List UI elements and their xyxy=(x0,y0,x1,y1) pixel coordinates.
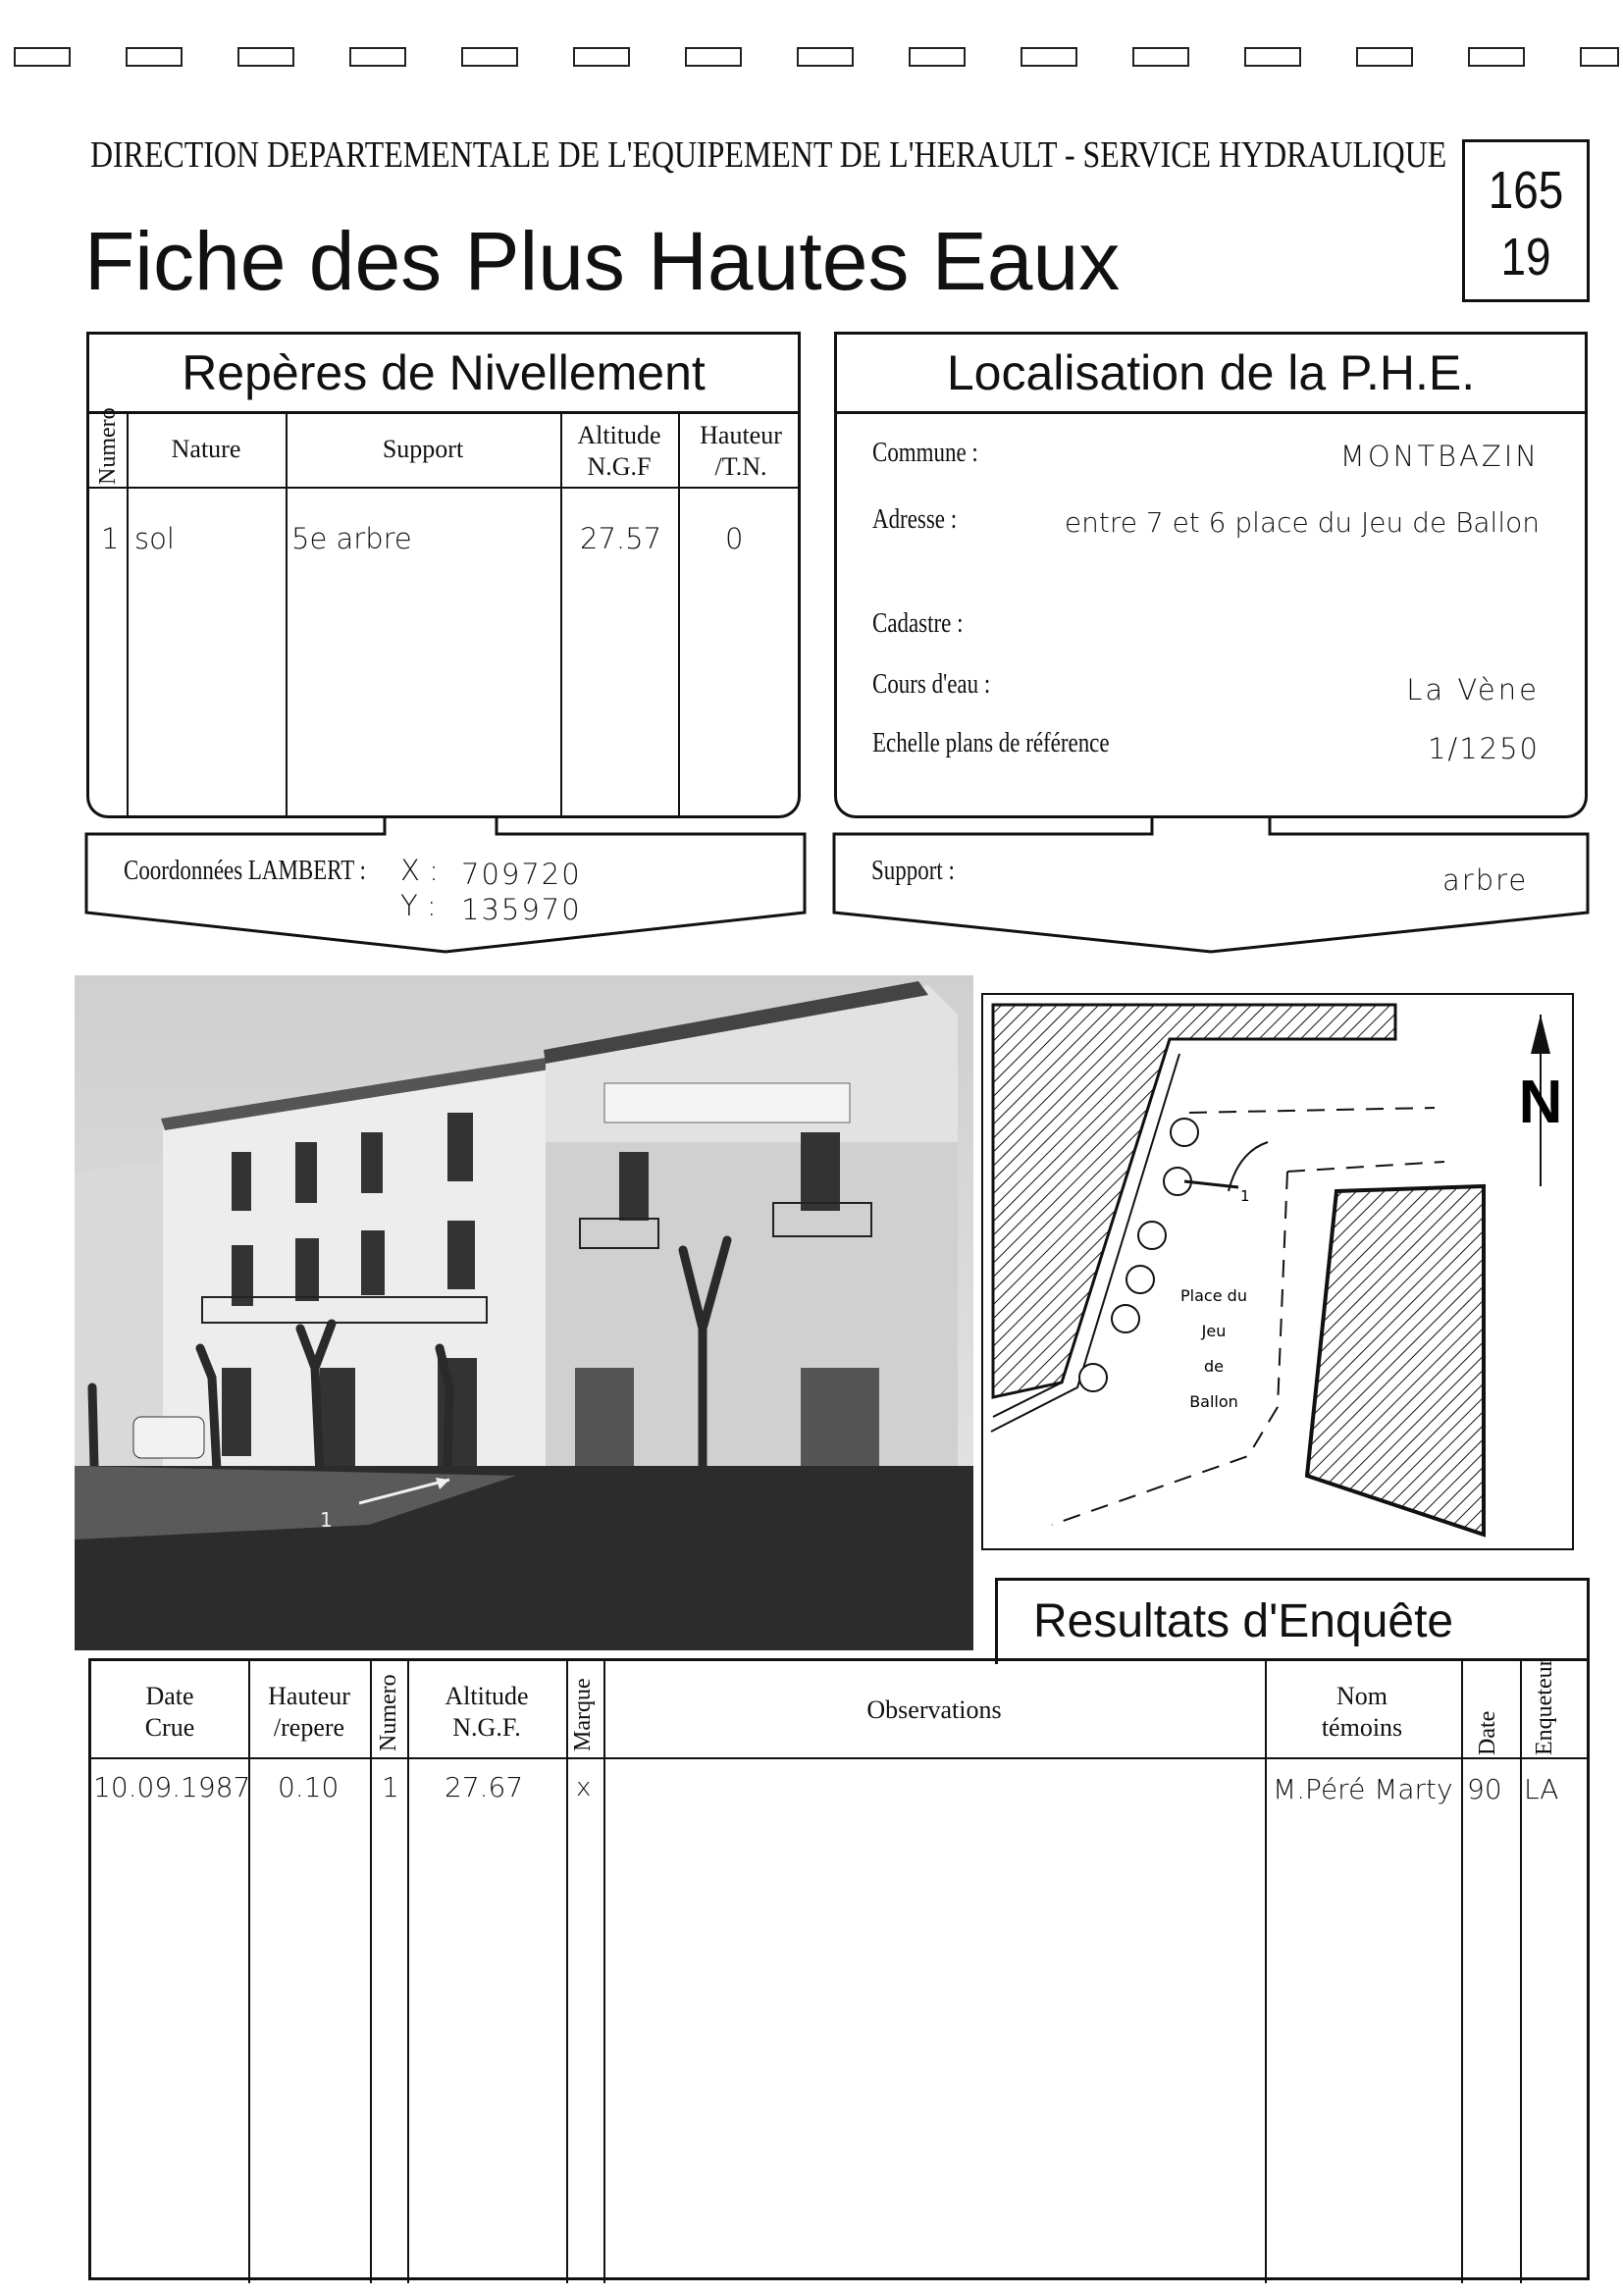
row-support: 5e arbre xyxy=(291,522,412,555)
localisation-title-box xyxy=(834,332,1588,414)
row-altitude: 27.67 xyxy=(445,1771,524,1803)
row-altitude: 27.57 xyxy=(580,522,662,555)
col-header-nom-temoins: Nom témoins xyxy=(1321,1682,1403,1742)
cadastre-label: Cadastre : xyxy=(872,608,964,639)
binder-hole xyxy=(797,47,854,67)
row-date: 90 xyxy=(1467,1773,1502,1805)
echelle-value: 1/1250 xyxy=(1427,732,1540,765)
col-header-marque: Marque xyxy=(570,1678,596,1751)
echelle-label: Echelle plans de référence xyxy=(872,728,1110,758)
binder-hole xyxy=(573,47,630,67)
x-value: 709720 xyxy=(461,858,582,891)
localisation-panel xyxy=(834,412,1588,818)
reference-number-bottom: 19 xyxy=(1500,228,1551,287)
cours-eau-label: Cours d'eau : xyxy=(872,669,991,700)
support-label: Support : xyxy=(871,856,955,886)
col-header-date-crue: Date Crue xyxy=(144,1682,195,1742)
reperes-title: Repères de Nivellement xyxy=(182,345,706,400)
photo-marker-number: 1 xyxy=(320,1508,333,1532)
reference-box xyxy=(1462,139,1590,302)
department-header: DIRECTION DEPARTEMENTALE DE L'EQUIPEMENT DE L'HERAULT - SERVICE HYDRAULIQUE xyxy=(90,134,1447,176)
binder-hole xyxy=(349,47,406,67)
col-header-numero: Numero xyxy=(376,1674,401,1751)
col-header-date: Date xyxy=(1475,1710,1500,1755)
x-label: X : xyxy=(400,854,439,887)
reference-number-top: 165 xyxy=(1488,161,1564,220)
map-label-line3: de xyxy=(1204,1357,1224,1376)
col-header-support: Support xyxy=(382,435,464,463)
reperes-table xyxy=(86,407,801,818)
row-numero: 1 xyxy=(101,522,120,555)
binder-hole xyxy=(1132,47,1189,67)
row-date-crue: 10.09.1987 xyxy=(93,1771,251,1803)
y-value: 135970 xyxy=(461,893,582,926)
adresse-label: Adresse : xyxy=(872,504,958,535)
y-label: Y : xyxy=(400,889,437,922)
binder-hole xyxy=(461,47,518,67)
location-map xyxy=(981,993,1574,1550)
resultats-title-box xyxy=(995,1578,1590,1664)
cours-eau-value: La Vène xyxy=(1406,673,1540,706)
col-header-enqueteur: Enqueteur xyxy=(1532,1658,1557,1755)
map-label-line4: Ballon xyxy=(1189,1392,1238,1411)
binder-hole xyxy=(1468,47,1525,67)
row-nom-temoins: M.Péré Marty xyxy=(1273,1773,1453,1805)
binder-hole xyxy=(1580,47,1619,67)
row-hauteur: 0 xyxy=(725,522,744,555)
localisation-title: Localisation de la P.H.E. xyxy=(946,345,1476,400)
binder-hole xyxy=(1244,47,1301,67)
binder-hole xyxy=(14,47,71,67)
commune-label: Commune : xyxy=(872,438,978,468)
row-nature: sol xyxy=(134,522,175,555)
col-header-hauteur: Hauteur /T.N. xyxy=(700,421,782,481)
col-header-numero: Numero xyxy=(95,407,121,485)
map-marker-number: 1 xyxy=(1240,1187,1250,1205)
site-photograph xyxy=(75,975,973,1650)
lambert-label: Coordonnées LAMBERT : xyxy=(124,856,366,886)
reperes-title-box xyxy=(86,332,801,414)
binder-hole xyxy=(237,47,294,67)
support-value: arbre xyxy=(1442,863,1529,897)
row-marque: x xyxy=(576,1773,592,1802)
col-header-nature: Nature xyxy=(171,435,241,463)
row-numero: 1 xyxy=(382,1771,399,1803)
binder-hole xyxy=(685,47,742,67)
row-enqueteur: LA xyxy=(1524,1773,1559,1805)
adresse-value: entre 7 et 6 place du Jeu de Ballon xyxy=(1064,506,1540,539)
binder-hole xyxy=(1021,47,1077,67)
map-label-line1: Place du xyxy=(1180,1286,1247,1305)
row-hauteur-repere: 0.10 xyxy=(278,1771,340,1803)
map-label-line2: Jeu xyxy=(1201,1322,1227,1340)
north-icon: N xyxy=(1518,1069,1563,1136)
resultats-title: Resultats d'Enquête xyxy=(1033,1595,1454,1647)
binder-hole xyxy=(1356,47,1413,67)
page-title: Fiche des Plus Hautes Eaux xyxy=(84,215,1121,307)
col-header-observations: Observations xyxy=(866,1696,1002,1724)
col-header-altitude: Altitude N.G.F. xyxy=(445,1682,529,1742)
binder-hole xyxy=(126,47,183,67)
resultats-table xyxy=(88,1658,1590,2280)
col-header-hauteur-repere: Hauteur /repere xyxy=(268,1682,350,1742)
binder-hole xyxy=(909,47,966,67)
commune-value: MONTBAZIN xyxy=(1339,440,1540,473)
col-header-altitude: Altitude N.G.F xyxy=(577,421,661,481)
